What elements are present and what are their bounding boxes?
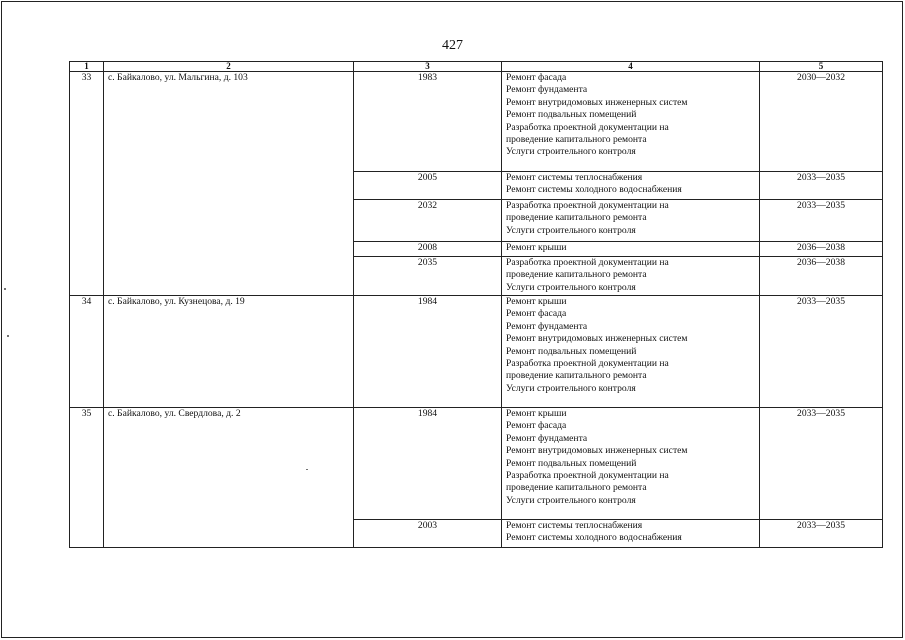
work-item: Услуги строительного контроля: [506, 382, 636, 394]
period-cell: 2033—2035: [760, 520, 883, 548]
row-number: 35: [70, 408, 104, 548]
work-item: Услуги строительного контроля: [506, 146, 636, 158]
scan-speck: [4, 288, 6, 290]
work-item: Ремонт подвальных помещений: [506, 109, 637, 121]
work-item: Ремонт крыши: [506, 242, 567, 253]
work-item: проведение капитального ремонта: [506, 482, 647, 494]
work-item: Ремонт внутридомовых инженерных систем: [506, 333, 688, 345]
work-item: Ремонт системы холодного водоснабжения: [506, 184, 682, 196]
column-header: 2: [104, 62, 354, 72]
work-item: проведение капитального ремонта: [506, 370, 647, 382]
works-cell: [502, 257, 760, 296]
work-item: Ремонт фундамента: [506, 320, 588, 332]
work-item: Ремонт крыши: [506, 296, 567, 307]
work-item: Разработка проектной документации на: [506, 121, 669, 133]
work-item: Ремонт фасада: [506, 72, 567, 83]
period-cell: 2033—2035: [760, 296, 883, 408]
building-address: с. Байкалово, ул. Кузнецова, д. 19: [104, 296, 354, 408]
period-cell: 2036—2038: [760, 257, 883, 296]
works-cell: [502, 296, 760, 408]
work-item: проведение капитального ремонта: [506, 134, 647, 146]
works-cell: [502, 408, 760, 520]
works-cell: [502, 242, 760, 257]
column-number-row: [70, 62, 883, 72]
work-item: Разработка проектной документации на: [506, 257, 669, 268]
year-cell: 2003: [354, 520, 502, 548]
year-cell: 2005: [354, 172, 502, 200]
works-cell: [502, 200, 760, 242]
period-cell: 2033—2035: [760, 408, 883, 520]
work-item: Ремонт системы теплоснабжения: [506, 172, 643, 183]
table-row: [70, 296, 883, 408]
period-cell: 2036—2038: [760, 242, 883, 257]
work-item: проведение капитального ремонта: [506, 212, 647, 224]
row-number: 33: [70, 72, 104, 296]
page-number: 427: [442, 38, 463, 53]
work-item: Разработка проектной документации на: [506, 200, 669, 211]
work-item: Ремонт фундамента: [506, 84, 588, 96]
column-header: 1: [70, 62, 104, 72]
year-cell: 1984: [354, 296, 502, 408]
period-cell: 2033—2035: [760, 200, 883, 242]
work-item: Ремонт внутридомовых инженерных систем: [506, 96, 688, 108]
work-item: Услуги строительного контроля: [506, 281, 636, 293]
work-item: Ремонт фасада: [506, 420, 567, 432]
building-address: с. Байкалово, ул. Свердлова, д. 2: [104, 408, 354, 548]
year-cell: 2032: [354, 200, 502, 242]
works-cell: [502, 520, 760, 548]
work-item: Ремонт фасада: [506, 308, 567, 320]
year-cell: 1983: [354, 72, 502, 172]
work-item: Ремонт внутридомовых инженерных систем: [506, 445, 688, 457]
column-header: 5: [760, 62, 883, 72]
work-item: Ремонт подвальных помещений: [506, 345, 637, 357]
table-body: [70, 72, 883, 548]
work-item: Ремонт крыши: [506, 408, 567, 419]
year-cell: 1984: [354, 408, 502, 520]
work-item: Услуги строительного контроля: [506, 224, 636, 236]
repair-schedule-table: [69, 61, 883, 548]
work-item: Услуги строительного контроля: [506, 494, 636, 506]
column-header: 3: [354, 62, 502, 72]
work-item: Разработка проектной документации на: [506, 470, 669, 482]
column-header: 4: [502, 62, 760, 72]
work-item: Ремонт системы холодного водоснабжения: [506, 532, 682, 544]
work-item: Ремонт фундамента: [506, 432, 588, 444]
table-row: [70, 72, 883, 172]
scan-speck: [7, 335, 9, 337]
works-cell: [502, 72, 760, 172]
building-address: с. Байкалово, ул. Мальгина, д. 103: [104, 72, 354, 296]
year-cell: 2035: [354, 257, 502, 296]
period-cell: 2030—2032: [760, 72, 883, 172]
works-cell: [502, 172, 760, 200]
row-number: 34: [70, 296, 104, 408]
work-item: Разработка проектной документации на: [506, 358, 669, 370]
table-row: [70, 408, 883, 520]
work-item: Ремонт системы теплоснабжения: [506, 520, 643, 531]
year-cell: 2008: [354, 242, 502, 257]
work-item: Ремонт подвальных помещений: [506, 457, 637, 469]
period-cell: 2033—2035: [760, 172, 883, 200]
scan-speck: [306, 469, 308, 470]
work-item: проведение капитального ремонта: [506, 269, 647, 281]
